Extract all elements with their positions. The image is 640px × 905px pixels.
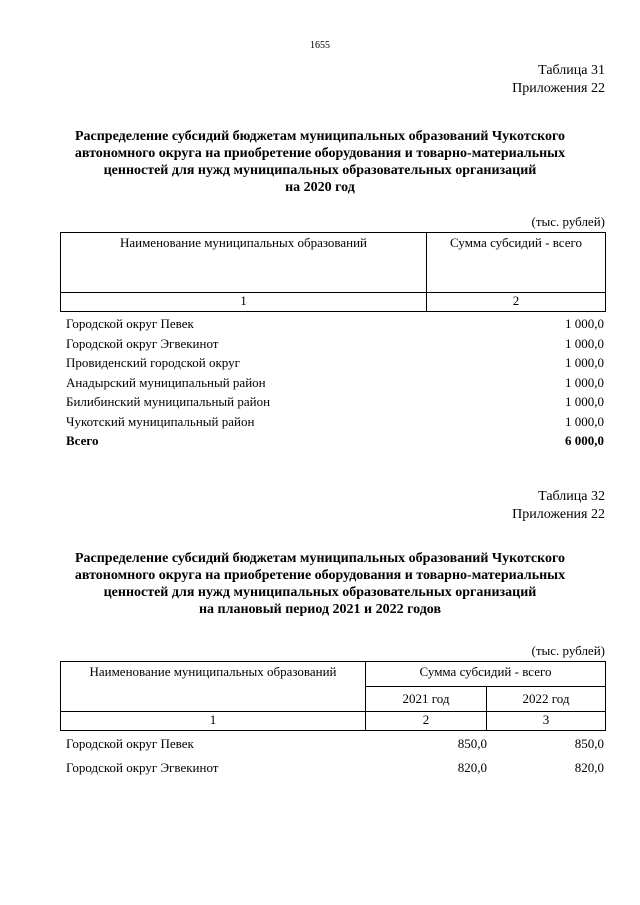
table31-title-line: на 2020 год	[285, 180, 355, 195]
table-row	[66, 334, 604, 353]
municipality-name: Провиденский городской округ	[66, 355, 240, 370]
table32-col-2022-header: 2022 год	[487, 687, 606, 712]
table-row	[66, 734, 604, 753]
table31-col-number: 1	[61, 293, 427, 312]
table-row	[66, 758, 604, 777]
subsidy-value: 1 000,0	[565, 414, 604, 429]
municipality-name: Анадырский муниципальный район	[66, 375, 266, 390]
municipality-name: Билибинский муниципальный район	[66, 394, 271, 409]
table31-col-number: 2	[427, 293, 606, 312]
table31-title-line: Распределение субсидий бюджетам муниципальных образований Чукотского	[74, 129, 566, 144]
table32-title-line: автономного округа на приобретение оборудования и товарно-материальных	[74, 568, 566, 583]
subsidy-value-2021: 850,0	[457, 736, 487, 751]
table31-title-line: ценностей для нужд муниципальных образовательных организаций	[103, 163, 537, 178]
subsidy-value-2022: 850,0	[574, 736, 604, 751]
subsidy-value-2022: 820,0	[574, 760, 604, 775]
table31-title-line: автономного округа на приобретение оборудования и товарно-материальных	[74, 146, 566, 161]
municipality-name: Городской округ Эгвекинот	[66, 336, 219, 351]
subsidy-value: 1 000,0	[565, 316, 604, 331]
table32-title	[40, 550, 600, 618]
table-row	[66, 392, 604, 411]
table32-title-line: на плановый период 2021 и 2022 годов	[198, 602, 442, 617]
table31-col-name-header: Наименование муниципальных образований	[61, 233, 427, 293]
table32-label: Таблица 32	[538, 489, 605, 504]
table32-col-number: 1	[61, 712, 366, 731]
table32-units: (тыс. рублей)	[531, 643, 605, 658]
table32-title-line: ценностей для нужд муниципальных образовательных организаций	[103, 585, 537, 600]
table32-title-line: Распределение субсидий бюджетам муниципальных образований Чукотского	[74, 551, 566, 566]
table31-col-sum-header: Сумма субсидий - всего	[427, 233, 606, 293]
table-row	[66, 412, 604, 431]
table31-units: (тыс. рублей)	[531, 214, 605, 229]
page-number: 1655	[310, 40, 330, 51]
table32-col-name-header: Наименование муниципальных образований	[61, 662, 366, 712]
subsidy-value: 1 000,0	[565, 336, 604, 351]
table31-header	[60, 232, 606, 312]
table-row	[66, 314, 604, 333]
municipality-name: Чукотский муниципальный район	[66, 414, 255, 429]
table32-appendix: Приложения 22	[512, 507, 605, 522]
table31-appendix: Приложения 22	[512, 81, 605, 96]
municipality-name: Городской округ Певек	[66, 316, 194, 331]
subsidy-value-2021: 820,0	[457, 760, 487, 775]
table-row	[66, 353, 604, 372]
table31-total-row	[66, 431, 604, 450]
subsidy-value: 1 000,0	[565, 355, 604, 370]
table32-col-number: 2	[366, 712, 487, 731]
table31-title	[40, 128, 600, 196]
table32-col-number: 3	[487, 712, 606, 731]
subsidy-value: 1 000,0	[565, 375, 604, 390]
total-label: Всего	[66, 433, 99, 448]
table-row	[66, 373, 604, 392]
table32-header	[60, 661, 606, 731]
municipality-name: Городской округ Певек	[66, 736, 194, 751]
table32-col-2021-header: 2021 год	[366, 687, 487, 712]
total-value: 6 000,0	[565, 433, 604, 448]
table32-col-sum-header: Сумма субсидий - всего	[366, 662, 606, 687]
subsidy-value: 1 000,0	[565, 394, 604, 409]
table31-label: Таблица 31	[538, 63, 605, 78]
municipality-name: Городской округ Эгвекинот	[66, 760, 219, 775]
